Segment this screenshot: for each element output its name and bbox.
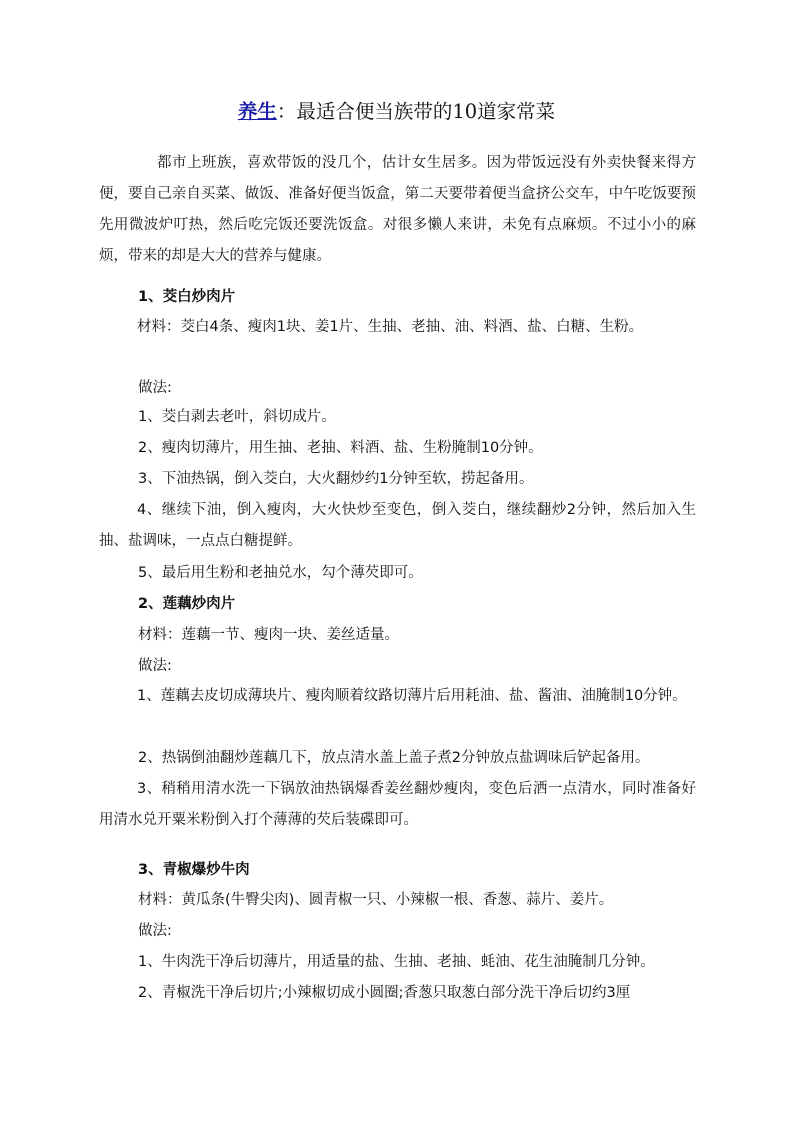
recipe-2-step-3: 3、稍稍用清水洗一下锅放油热锅爆香姜丝翻炒瘦肉，变色后洒一点清水，同时准备好用清水兑开粟米粉倒入打个薄薄的芡后装碟即可。 <box>99 781 696 828</box>
recipe-3-heading: 3、青椒爆炒牛肉 <box>138 862 250 878</box>
recipe-3-method-label: 做法: <box>138 923 172 939</box>
intro-paragraph: 都市上班族，喜欢带饭的没几个，估计女生居多。因为带饭远没有外卖快餐来得方便，要自己亲自买菜、做饭、准备好便当饭盒，第二天要带着便当盒挤公交车，中午吃饭要预先用微波炉叮热，然后吃完饭还要洗饭盒。对很多懒人来讲，未免有点麻烦。不过小小的麻烦，带来的却是大大的营养与健康。 <box>99 155 696 264</box>
recipe-2-heading: 2、莲藕炒肉片 <box>138 596 236 612</box>
page-title <box>0 98 793 126</box>
health-link[interactable]: 养生 <box>237 100 277 123</box>
recipe-1-step-3: 3、下油热锅，倒入茭白，大火翻炒约1分钟至软，捞起备用。 <box>138 471 534 487</box>
recipe-3-materials: 材料：黄瓜条(牛臀尖肉)、圆青椒一只、小辣椒一根、香葱、蒜片、姜片。 <box>138 892 614 908</box>
recipe-3-step-2: 2、青椒洗干净后切片;小辣椒切成小圆圈;香葱只取葱白部分洗干净后切约3厘 <box>138 985 631 1001</box>
recipe-2-method-label: 做法: <box>138 658 172 674</box>
recipe-1-heading: 1、茭白炒肉片 <box>138 289 236 305</box>
title-text: ：最适合便当族带的10道家常菜 <box>276 100 556 123</box>
recipe-2-step-2: 2、热锅倒油翻炒莲藕几下，放点清水盖上盖子煮2分钟放点盐调味后铲起备用。 <box>138 750 650 766</box>
recipe-2-materials: 材料：莲藕一节、瘦肉一块、姜丝适量。 <box>138 627 399 643</box>
recipe-1-materials: 材料：茭白4条、瘦肉1块、姜1片、生抽、老抽、油、料酒、盐、白糖、生粉。 <box>137 319 644 335</box>
recipe-2-step-1: 1、莲藕去皮切成薄块片、瘦肉顺着纹路切薄片后用耗油、盐、酱油、油腌制10分钟。 <box>137 688 687 704</box>
recipe-1-step-4: 4、继续下油，倒入瘦肉，大火快炒至变色，倒入茭白，继续翻炒2分钟，然后加入生抽、盐调味，一点点白糖提鲜。 <box>99 502 696 549</box>
recipe-1-step-2: 2、瘦肉切薄片，用生抽、老抽、料酒、盐、生粉腌制10分钟。 <box>138 440 543 456</box>
recipe-3-step-1: 1、牛肉洗干净后切薄片，用适量的盐、生抽、老抽、蚝油、花生油腌制几分钟。 <box>138 954 655 970</box>
recipe-1-method-label: 做法: <box>138 380 172 396</box>
recipe-1-step-1: 1、茭白剥去老叶，斜切成片。 <box>138 409 336 425</box>
recipe-1-step-5: 5、最后用生粉和老抽兑水，勾个薄芡即可。 <box>138 565 423 581</box>
